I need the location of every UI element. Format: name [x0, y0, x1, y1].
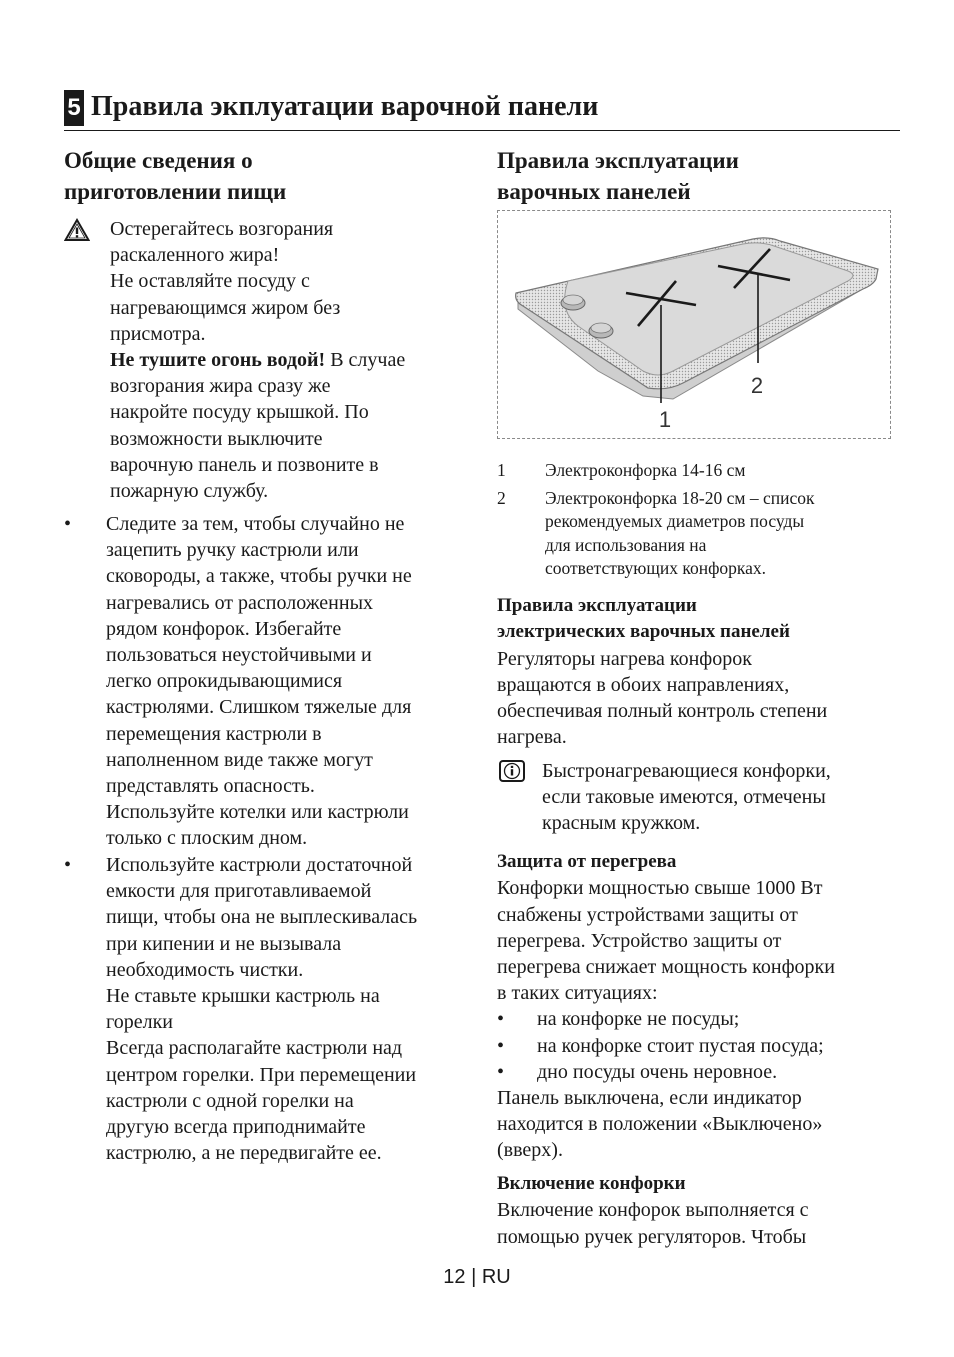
- bullet-line: легко опрокидывающимися: [106, 670, 343, 693]
- overheat-section: [497, 849, 897, 1164]
- warning-line: [110, 347, 475, 373]
- warning-line: варочную панель и позвоните в: [110, 453, 379, 476]
- warning-bold-lead: Не тушите огонь водой!: [110, 349, 326, 372]
- bullet-line: Используйте кастрюли достаточной: [106, 854, 413, 876]
- bullet-line: Не ставьте крышки кастрюль на: [106, 985, 380, 1008]
- legend-line: Электроконфорка 18-20 см – список: [545, 487, 815, 508]
- switch-on-heading: Включение конфорки: [497, 1173, 686, 1194]
- bullet-line: нагревались от расположенных: [106, 591, 374, 614]
- warning-block: [110, 216, 475, 504]
- overheat-text-line: Конфорки мощностью свыше 1000 Вт: [497, 877, 823, 900]
- bullet-dot: •: [64, 513, 72, 535]
- bullet-line: другую всегда приподнимайте: [106, 1116, 366, 1139]
- overheat-bullet-text: на конфорке стоит пустая посуда;: [537, 1034, 824, 1057]
- left-heading: [64, 145, 474, 207]
- page-number: 12: [443, 1266, 466, 1288]
- legend-line: соответствующих конфорках.: [545, 558, 767, 578]
- overheat-heading: Защита от перегрева: [497, 851, 677, 872]
- figure-legend: [497, 459, 897, 581]
- bullet-line: зацепить ручку кастрюли или: [106, 539, 359, 562]
- switch-on-text-line: Включение конфорок выполняется с: [497, 1199, 809, 1222]
- warning-line: Остерегайтесь возгорания: [110, 218, 334, 240]
- warning-after-bold: В случае: [325, 349, 406, 372]
- overheat-bullet-text: на конфорке не посуды;: [537, 1008, 740, 1031]
- warning-line: накройте посуду крышкой. По: [110, 401, 369, 424]
- right-heading-line: варочных панелей: [497, 179, 691, 204]
- bullet-line: Используйте котелки или кастрюли: [106, 801, 409, 824]
- bullet-line: только с плоским дном.: [106, 827, 308, 850]
- overheat-text-line: перегрева снижает мощность конфорки: [497, 955, 835, 978]
- bullet-line: рядом конфорок. Избегайте: [106, 617, 342, 640]
- section-title: Правила экплуатации варочной панели: [91, 91, 599, 122]
- section-number: 5: [64, 90, 84, 126]
- electric-heading-line: электрических варочных панелей: [497, 621, 790, 643]
- bullet-line: Следите за тем, чтобы случайно не: [106, 513, 405, 535]
- right-heading: [497, 145, 897, 207]
- bullet-item: [64, 511, 474, 852]
- overheat-after-line: (вверх).: [497, 1139, 563, 1162]
- footer-separator: |: [471, 1266, 477, 1288]
- bullet-line: перемещения кастрюли в: [106, 722, 322, 745]
- info-line: красным кружком.: [542, 812, 701, 835]
- legend-item: [497, 459, 897, 483]
- warning-line: раскаленного жира!: [110, 244, 280, 267]
- switch-on-section: [497, 1171, 897, 1250]
- bullet-line: кастрюлями. Слишком тяжелые для: [106, 696, 412, 719]
- overheat-bullet-text: дно посуды очень неровное.: [537, 1060, 778, 1083]
- overheat-bullet: [497, 1059, 897, 1085]
- legend-number: 2: [497, 487, 506, 508]
- cooktop-figure: [497, 210, 891, 439]
- legend-item: [497, 487, 897, 581]
- bullet-dot: •: [497, 1060, 505, 1083]
- warning-line: возможности выключите: [110, 427, 323, 450]
- electric-heading-line: Правила эксплуатации: [497, 595, 697, 616]
- bullet-line: Всегда располагайте кастрюли над: [106, 1037, 403, 1060]
- bullet-dot: •: [497, 1034, 505, 1057]
- electric-section: [497, 593, 897, 750]
- switch-on-text-line: помощью ручек регуляторов. Чтобы: [497, 1225, 807, 1248]
- bullet-line: представлять опасность.: [106, 775, 315, 798]
- page-footer: [0, 1266, 954, 1289]
- bullet-line: пользоваться неустойчивыми и: [106, 644, 372, 667]
- bullet-line: необходимость чистки.: [106, 958, 304, 981]
- left-heading-line: Общие сведения о: [64, 148, 253, 173]
- info-note: [542, 758, 897, 837]
- section-header: [64, 88, 900, 131]
- overheat-text-line: снабжены устройствами защиты от: [497, 903, 798, 926]
- bullet-line: емкости для приготавливаемой: [106, 880, 372, 903]
- info-line: если таковые имеются, отмечены: [542, 786, 826, 809]
- figure-label-1: 1: [658, 407, 672, 432]
- legend-line: для использования на: [545, 534, 707, 555]
- bullet-line: пищи, чтобы она не выплескивалась: [106, 906, 418, 929]
- bullet-dot: •: [64, 854, 72, 876]
- overheat-after-line: находится в положении «Выключено»: [497, 1113, 823, 1136]
- bullet-line: сковороды, а также, чтобы ручки не: [106, 565, 412, 588]
- bullet-line: кастрюли с одной горелки на: [106, 1089, 354, 1112]
- bullet-line: наполненном виде также могут: [106, 748, 373, 771]
- electric-text-line: вращаются в обоих направлениях,: [497, 673, 790, 696]
- overheat-text-line: в таких ситуациях:: [497, 982, 658, 1005]
- right-heading-line: Правила эксплуатации: [497, 148, 739, 173]
- bullet-dot: •: [497, 1008, 505, 1031]
- overheat-bullet: [497, 1033, 897, 1059]
- legend-number: 1: [497, 460, 506, 480]
- warning-line: нагревающимся жиром без: [110, 296, 341, 319]
- left-heading-line: приготовлении пищи: [64, 179, 287, 204]
- warning-line: присмотра.: [110, 322, 206, 345]
- legend-line: Электроконфорка 14-16 см: [545, 460, 746, 480]
- legend-line: рекомендуемых диаметров посуды: [545, 511, 805, 531]
- figure-label-2: 2: [750, 373, 764, 398]
- overheat-bullet: [497, 1006, 897, 1032]
- electric-text-line: нагрева.: [497, 726, 567, 749]
- bullet-item: [64, 852, 474, 1166]
- bullet-line: горелки: [106, 1011, 173, 1034]
- electric-text-line: обеспечивая полный контроль степени: [497, 700, 828, 722]
- warning-line: возгорания жира сразу же: [110, 375, 331, 398]
- language-code: RU: [481, 1266, 511, 1288]
- overheat-after-line: Панель выключена, если индикатор: [497, 1086, 802, 1109]
- bullet-line: при кипении и не вызывала: [106, 932, 342, 955]
- bullet-line: центром горелки. При перемещении: [106, 1063, 417, 1086]
- overheat-text-line: перегрева. Устройство защиты от: [497, 929, 782, 952]
- warning-icon: [64, 218, 90, 247]
- bullet-line: кастрюлю, а не передвигайте ее.: [106, 1142, 382, 1165]
- warning-line: Не оставляйте посуду с: [110, 270, 310, 293]
- info-icon: [499, 760, 525, 787]
- electric-text-line: Регуляторы нагрева конфорок: [497, 647, 752, 670]
- info-line: Быстронагревающиеся конфорки,: [542, 760, 831, 782]
- warning-line: пожарную службу.: [110, 480, 269, 503]
